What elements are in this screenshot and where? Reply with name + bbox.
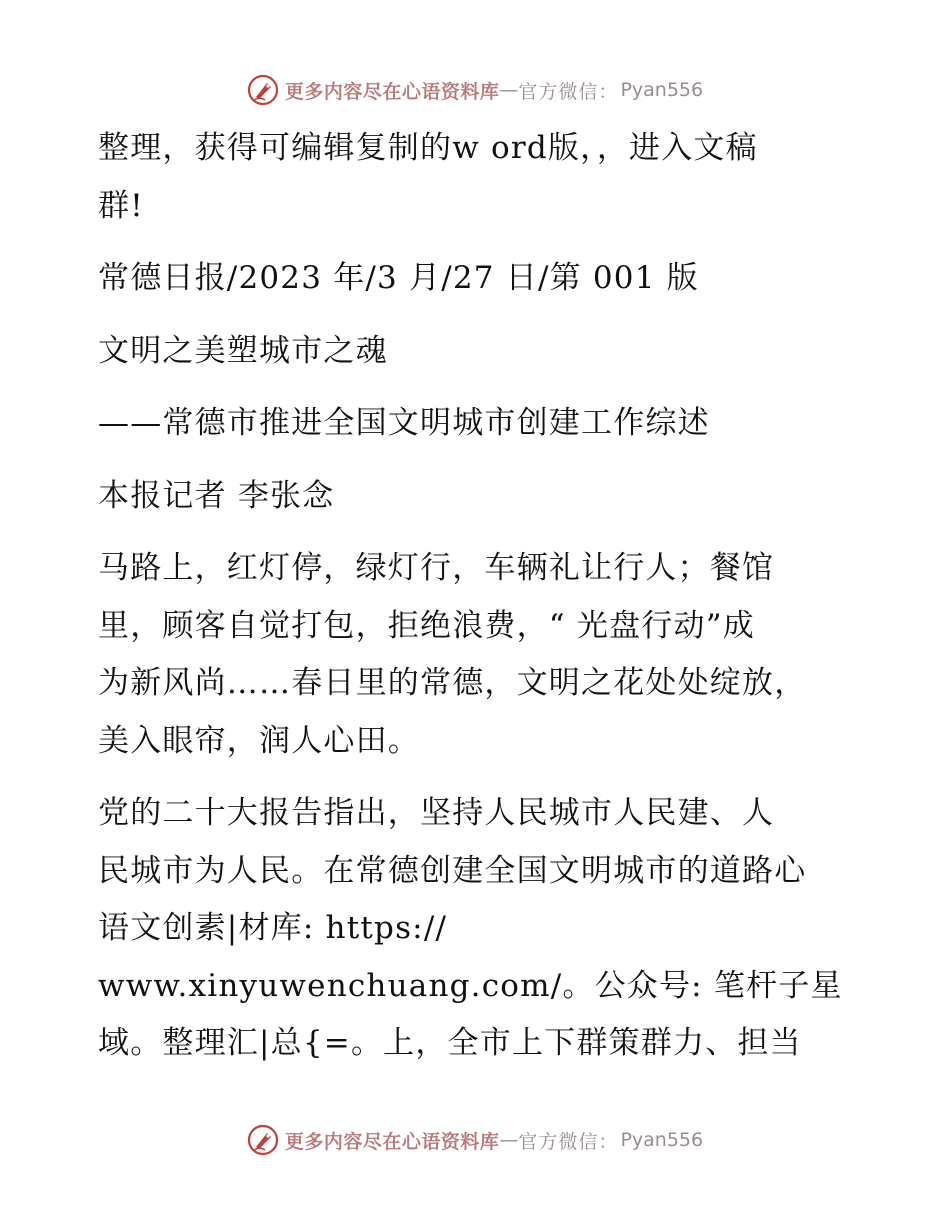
headline: 文明之美塑城市之魂 <box>98 332 388 369</box>
banner-wechat-id: Pyan556 <box>620 1129 704 1151</box>
paragraph-line: 民城市为人民。在常德创建全国文明城市的道路心 <box>98 852 807 889</box>
byline: 本报记者 李张念 <box>98 477 335 514</box>
paragraph-line: 美入眼帘，润人心田。 <box>98 722 420 759</box>
banner-wechat-label: 官方微信： <box>518 80 619 103</box>
document-body <box>98 120 843 1073</box>
intro-line: 整理，获得可编辑复制的w ord版，，进入文稿 <box>98 130 758 166</box>
footer-banner <box>0 1120 950 1160</box>
pen-nib-logo-icon <box>247 1124 279 1156</box>
pen-nib-logo-icon <box>247 74 279 106</box>
banner-separator: — <box>499 79 519 101</box>
paragraph-line: 党的二十大报告指出，坚持人民城市人民建、人 <box>98 795 775 831</box>
banner-wechat-id: Pyan556 <box>620 79 704 101</box>
banner-brand-text: 更多内容尽在心语资料库 <box>284 80 500 103</box>
banner-wechat-label: 官方微信： <box>518 1130 619 1153</box>
subheadline: ——常德市推进全国文明城市创建工作综述 <box>98 405 710 441</box>
paragraph-line: 为新风尚……春日里的常德，文明之花处处绽放， <box>98 665 807 701</box>
paragraph-line: 马路上，红灯停，绿灯行，车辆礼让行人；餐馆 <box>98 550 775 586</box>
paragraph-line: 域。整理汇|总{=。上，全市上下群策群力、担当 <box>98 1025 802 1061</box>
paragraph-line: 语文创素|材库: https:// <box>98 910 448 946</box>
paragraph-line: 里，顾客自觉打包，拒绝浪费，“ 光盘行动”成 <box>98 607 755 644</box>
paragraph-line: www.xinyuwenchuang.com/。公众号: 笔杆子星 <box>98 967 843 1004</box>
dateline: 常德日报/2023 年/3 月/27 日/第 001 版 <box>98 260 699 296</box>
banner-brand-text: 更多内容尽在心语资料库 <box>284 1130 500 1153</box>
banner-separator: — <box>499 1129 519 1151</box>
header-banner <box>0 70 950 110</box>
intro-line: 群! <box>98 187 144 224</box>
